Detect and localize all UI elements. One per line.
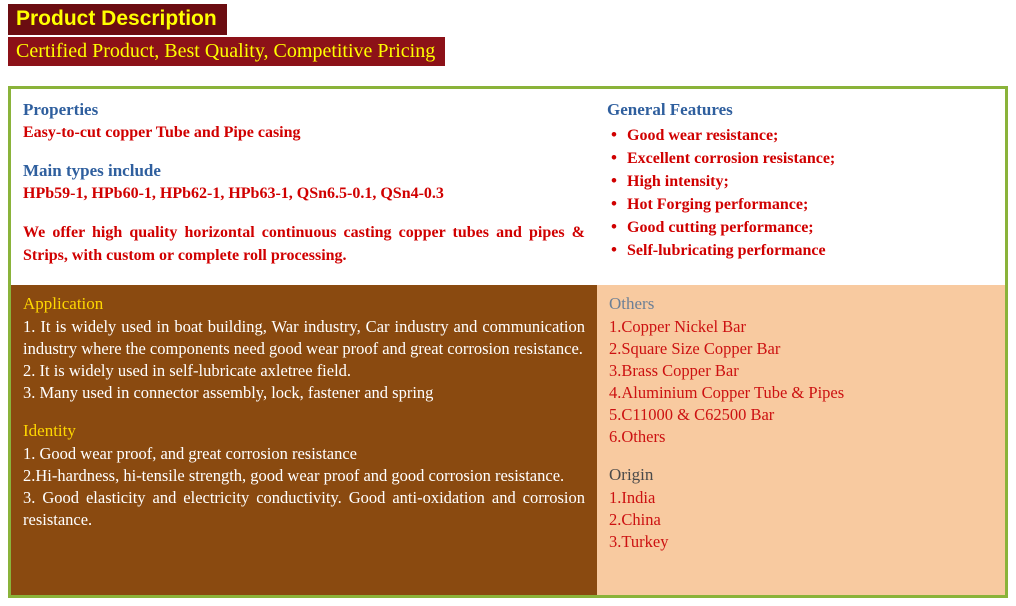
list-item: • Good cutting performance; (607, 216, 995, 239)
list-item: • Good wear resistance; (607, 124, 995, 147)
header-block (0, 0, 1016, 66)
general-features-cell (597, 89, 1005, 285)
list-item: • Excellent corrosion resistance; (607, 147, 995, 170)
properties-cell (11, 89, 597, 285)
application-identity-cell (11, 285, 597, 595)
main-types-heading: Main types include (23, 161, 161, 180)
identity-item-3: 3. Good elasticity and electricity conductivity. Good anti-oxidation and corrosion resistance. (23, 488, 585, 529)
general-features-list (607, 124, 995, 262)
origin-item-2: 2.China (609, 510, 661, 529)
application-item-2: 2. It is widely used in self-lubricate axletree field. (23, 361, 352, 380)
others-origin-cell (597, 285, 1005, 595)
application-heading: Application (23, 294, 104, 313)
others-heading: Others (609, 294, 655, 313)
list-item: • Hot Forging performance; (607, 193, 995, 216)
properties-line: Easy-to-cut copper Tube and Pipe casing (23, 124, 301, 141)
identity-heading: Identity (23, 421, 76, 440)
origin-item-3: 3.Turkey (609, 532, 669, 551)
list-item: • High intensity; (607, 170, 995, 193)
others-item-3: 3.Brass Copper Bar (609, 361, 739, 380)
general-features-heading: General Features (607, 100, 733, 119)
page-subtitle: Certified Product, Best Quality, Competitive Pricing (8, 37, 445, 66)
origin-item-1: 1.India (609, 488, 656, 507)
list-item: • Self-lubricating performance (607, 239, 995, 262)
others-item-1: 1.Copper Nickel Bar (609, 317, 747, 336)
others-item-5: 5.C11000 & C62500 Bar (609, 405, 775, 424)
application-item-3: 3. Many used in connector assembly, lock, fastener and spring (23, 383, 434, 402)
identity-item-1: 1. Good wear proof, and great corrosion resistance (23, 444, 358, 463)
page-title: Product Description (8, 4, 227, 35)
others-item-4: 4.Aluminium Copper Tube & Pipes (609, 383, 845, 402)
others-item-6: 6.Others (609, 427, 666, 446)
main-types-line: HPb59-1, HPb60-1, HPb62-1, HPb63-1, QSn6.5-0.1, QSn4-0.3 (23, 185, 444, 202)
identity-item-2: 2.Hi-hardness, hi-tensile strength, good wear proof and good corrosion resistance. (23, 466, 565, 485)
others-item-2: 2.Square Size Copper Bar (609, 339, 781, 358)
spec-table (8, 86, 1008, 598)
application-item-1: 1. It is widely used in boat building, War industry, Car industry and communication industry where the components need good wear proof and great corrosion resistance. (23, 317, 585, 358)
properties-heading: Properties (23, 100, 99, 119)
offer-paragraph: We offer high quality horizontal continuous casting copper tubes and pipes & Strips, with custom or complete roll processing. (23, 224, 585, 264)
origin-heading: Origin (609, 465, 654, 484)
